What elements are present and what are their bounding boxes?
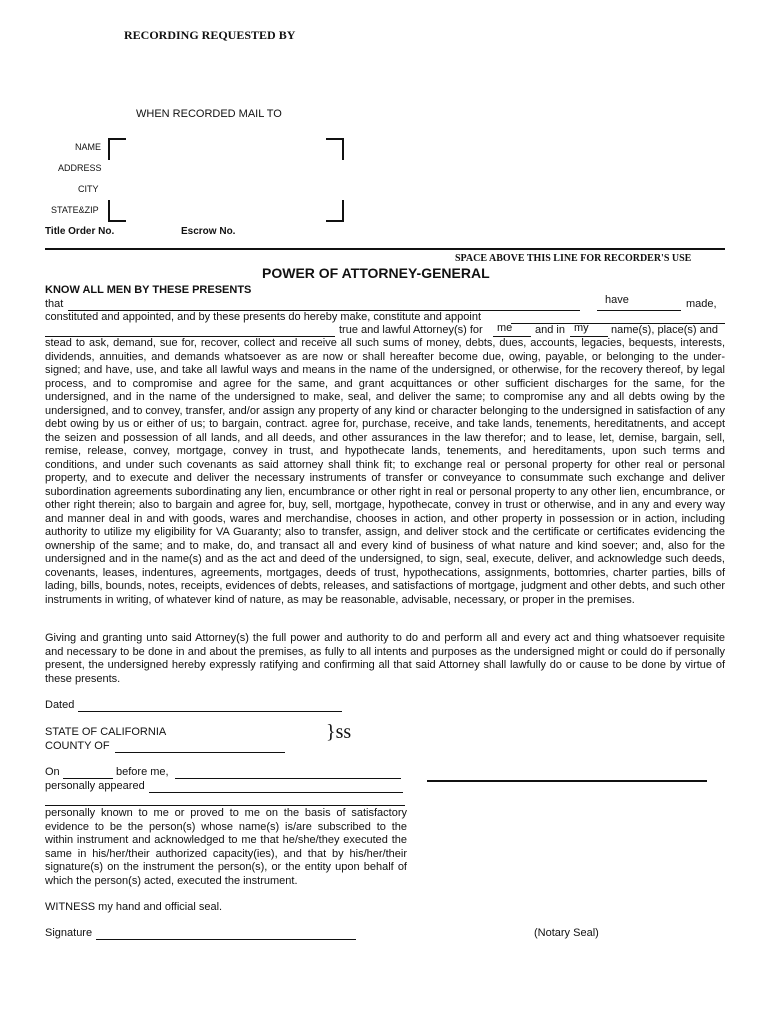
title-order-no-label: Title Order No. [45, 226, 115, 237]
names-places: name(s), place(s) and [611, 324, 718, 336]
notary-paragraph: personally known to me or proved to me on the basis of satisfactory evidence to be the person(s) whose name(s) is/are subscribed to the within instrument and acknowledged to me that he/she/they executed the same in his/her/their authorized capacity(ies), and that by his/her/their signature(s) on the instrument the person(s), or the entity upon behalf of which the person(s) acted, executed the instrument. [45, 807, 407, 887]
true-and-lawful: true and lawful Attorney(s) for [339, 324, 483, 336]
ss-brace: }ss [326, 721, 352, 743]
constituted-text: constituted and appointed, and by these presents do hereby make, constitute and appoint [45, 311, 482, 323]
have-value[interactable]: have [605, 294, 629, 306]
personally-appeared-label: personally appeared [45, 780, 145, 792]
before-me-blank[interactable] [175, 778, 401, 779]
state-label: STATE OF CALIFORNIA [45, 726, 167, 738]
me-value[interactable]: me [497, 322, 513, 334]
have-blank[interactable] [597, 310, 681, 311]
recorder-divider [45, 248, 725, 250]
giving-paragraph: Giving and granting unto said Attorney(s) the full power and authority to do and perform all and every act and thing whatsoever requisite and necessary to be done in and about the premises, as fully to all intents and purposes as the undersigned might or could do if personally present, the undersigned hereby expressly ratifying and confirming all that said Attorney shall lawfully do or cause to be done by virtue of these presents. [45, 632, 725, 685]
and-in: and in [535, 324, 565, 336]
city-label: CITY [78, 184, 99, 194]
recording-requested-by: RECORDING REQUESTED BY [124, 28, 296, 42]
notary-seal-label: (Notary Seal) [534, 927, 599, 939]
on-label: On [45, 766, 60, 778]
witness-text: WITNESS my hand and official seal. [45, 901, 223, 913]
dated-blank[interactable] [78, 711, 342, 712]
signature-label: Signature [45, 927, 93, 939]
space-above-note: SPACE ABOVE THIS LINE FOR RECORDER'S USE [455, 253, 692, 264]
main-paragraph: stead to ask, demand, sue for, recover, collect and receive all such sums of money, debts, dues, accounts, legacies, bequests, interests, dividends, annuities, and demands whatsoever as are now or shall hereafter become due, owing, payable, or belonging to the under-signed; and have, use, and take all lawful ways and means in the name of the undersigned, or otherwise, for the recovery thereof, by legal process, and to compromise and agree for the same, and grant acquittances or other sufficient discharges for the same, for the undersigned, and in the name of the undersigned to make, seal, and deliver the same; to compromise any and all debts owing by the undersigned, and to convey, transfer, and/or assign any property of any kind or character belonging to the undersigned in satisfaction of any debt owing by us or either of us; to bargain, contract. agree for, purchase, receive, and take lands, tenements, hereditatnents, and accept the seizen and possession of all lands, and all deeds, and other assurances in the law therefor; and to lease, let, demise, bargain, sell, remise, release, convey, mortgage, convey in trust, and hypothecate lands, tenements, and hereditaments, upon such terms and conditions, and under such covenants as said attorney shall think fit; to exchange real or personal property for other real or personal property, and to execute and deliver the necessary instruments of transfer or conveyance to consummate such exchange and deliver subordination agreements subordinating any lien, encumbrance or other right in real or personal property to any other lien, encumbrance, or other right therein; also to bargain and agree for, buy, sell, mortgage, hypothecate, convey in trust or otherwise, and in any and every way and manner deal in and with goods, wares and merchandise, chooses in action, and other property in possession or in action, including authority to utilize my eligibility for VA Guaranty; also to transfer, assign, and deliver stock and the certificate or certificates evidencing the ownership of the same; and to make, do, and transact all and every kind of business of what nature and kind soever; and, also for the undersigned and in the name(s) and as the act and deed of the undersigned, to sign, seal, execute, deliver, and acknowledge such deeds, covenants, leases, indentures, agreements, mortgages, deeds of trust, hypothecations, assignments, bottomries, charter parties, bills of lading, bills, bounds, notes, receipts, evidences of debts, releases, and satisfactions of mortgage, judgment and other debts, and such other instruments in writing, of whatever kind of nature, as may be reasonable, advisable, necessary, or proper in the premises. [45, 337, 725, 606]
personally-appeared-blank[interactable] [149, 792, 403, 793]
my-value[interactable]: my [574, 322, 589, 334]
personally-appeared-blank-2[interactable] [45, 805, 405, 806]
name-label: NAME [75, 142, 102, 152]
escrow-no-label: Escrow No. [181, 226, 236, 237]
on-date-blank[interactable] [63, 778, 113, 779]
state-zip-label: STATE&ZIP [51, 205, 99, 215]
know-all-men: KNOW ALL MEN BY THESE PRESENTS [45, 284, 252, 296]
before-me-label: before me, [116, 766, 169, 778]
made-label: made, [686, 298, 717, 310]
county-blank[interactable] [115, 752, 285, 753]
notary-signature-line[interactable] [427, 780, 707, 782]
when-recorded-mail-to: WHEN RECORDED MAIL TO [136, 108, 282, 120]
that-label: that [45, 298, 64, 310]
county-label: COUNTY OF [45, 740, 110, 752]
document-title: POWER OF ATTORNEY-GENERAL [262, 265, 490, 281]
address-label: ADDRESS [58, 163, 102, 173]
signature-blank[interactable] [96, 939, 356, 940]
dated-label: Dated [45, 699, 75, 711]
